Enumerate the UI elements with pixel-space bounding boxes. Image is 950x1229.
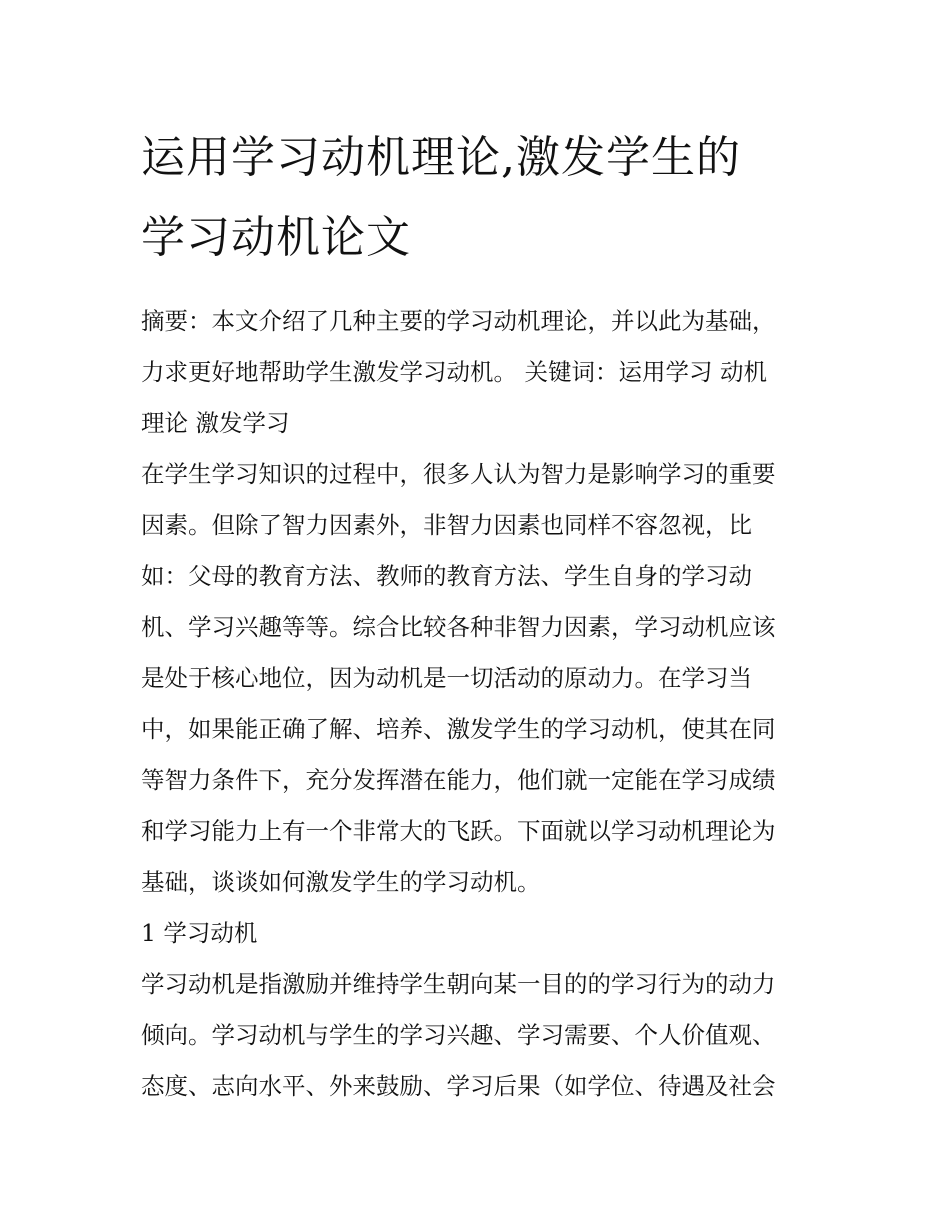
abstract-line: 力求更好地帮助学生激发学习动机。 关键词：运用学习 动机 (141, 358, 767, 386)
section-1-paragraph (141, 959, 813, 1112)
abstract-paragraph (141, 296, 813, 449)
section-heading: 1 学习动机 (141, 919, 258, 947)
section-1-line: 态度、志向水平、外来鼓励、学习后果（如学位、待遇及社会 (141, 1072, 776, 1100)
title-line: 学习动机论文 (141, 212, 411, 263)
intro-line: 因素。但除了智力因素外，非智力因素也同样不容忽视，比 (141, 511, 752, 539)
intro-line: 如：父母的教育方法、教师的教育方法、学生自身的学习动 (141, 562, 752, 590)
intro-line: 和学习能力上有一个非常大的飞跃。下面就以学习动机理论为 (141, 817, 776, 845)
document-title (141, 118, 813, 278)
intro-line: 中，如果能正确了解、培养、激发学生的学习动机，使其在同 (141, 715, 776, 743)
intro-line: 是处于核心地位，因为动机是一切活动的原动力。在学习当 (141, 664, 752, 692)
intro-line: 基础，谈谈如何激发学生的学习动机。 (141, 868, 541, 896)
section-1-line: 倾向。学习动机与学生的学习兴趣、学习需要、个人价值观、 (141, 1021, 776, 1049)
document-body (141, 118, 813, 1112)
intro-line: 在学生学习知识的过程中，很多人认为智力是影响学习的重要 (141, 460, 776, 488)
intro-line: 机、学习兴趣等等。综合比较各种非智力因素，学习动机应该 (141, 613, 776, 641)
abstract-line: 摘要：本文介绍了几种主要的学习动机理论，并以此为基础， (141, 307, 776, 335)
intro-paragraph (141, 449, 813, 908)
abstract-line: 理论 激发学习 (141, 409, 290, 437)
title-line: 运用学习动机理论,激发学生的 (141, 132, 741, 183)
intro-line: 等智力条件下，充分发挥潜在能力，他们就一定能在学习成绩 (141, 766, 776, 794)
section-1-line: 学习动机是指激励并维持学生朝向某一目的的学习行为的动力 (141, 970, 776, 998)
